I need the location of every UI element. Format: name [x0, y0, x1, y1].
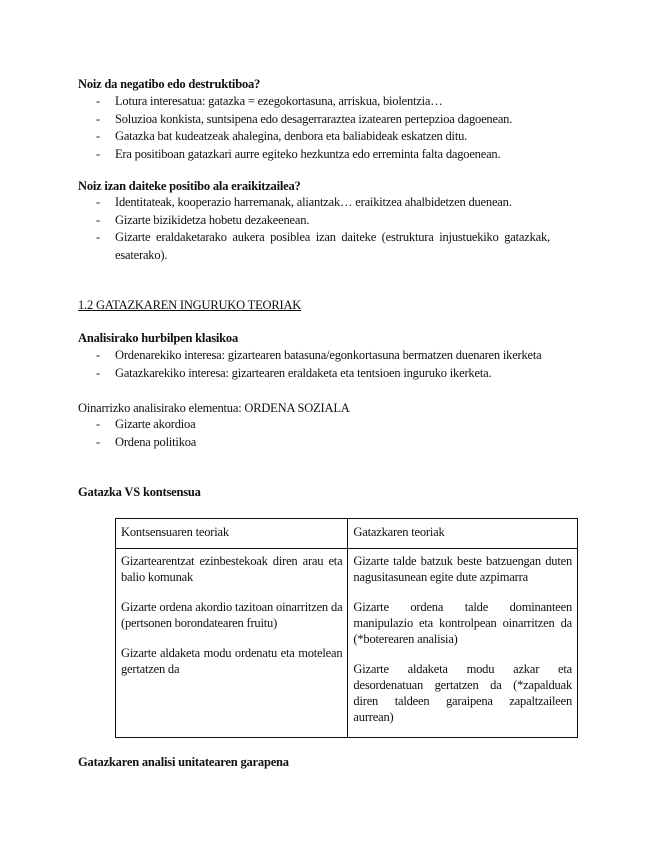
list-basic-element	[0, 416, 655, 451]
comparison-table	[115, 518, 578, 738]
list-classic-approach	[0, 347, 655, 382]
list-item	[0, 416, 655, 434]
list-item-text: Identitateak, kooperazio harremanak, aliantzak… eraikitzea ahalbidetzen duenean.	[115, 195, 512, 209]
list-item-text: Gizarte akordioa	[115, 417, 196, 431]
list-item	[0, 111, 655, 129]
list-item	[0, 93, 655, 111]
table-cell-paragraph: Gizarte talde batzuk beste batzuengan duten nagusitasunean egite dute azpimarra	[353, 554, 572, 584]
list-marker: -	[96, 348, 100, 362]
list-item-text: Gizarte eraldaketarako aukera posiblea izan daiteke (estruktura injustuekiko gatazkak, esaterako).	[115, 230, 550, 262]
heading-versus: Gatazka VS kontsensua	[78, 485, 201, 499]
list-item	[0, 347, 655, 365]
list-marker: -	[96, 230, 100, 245]
heading-positive: Noiz izan daiteke positibo ala eraikitzailea?	[78, 179, 301, 193]
list-marker: -	[96, 365, 100, 380]
list-item	[0, 128, 655, 146]
list-marker: -	[96, 212, 100, 227]
list-item-text: Lotura interesatua: gatazka = ezegokortasuna, arriskua, biolentzia…	[115, 94, 443, 108]
heading-classic-approach: Analisirako hurbilpen klasikoa	[78, 331, 239, 345]
list-marker: -	[96, 129, 100, 144]
table-cell-consensus	[116, 549, 348, 738]
list-item-text: Era positiboan gatazkari aurre egiteko hezkuntza edo erreminta falta dagoenean.	[115, 146, 501, 161]
list-marker: -	[96, 94, 100, 108]
table-cell-conflict	[348, 549, 578, 738]
table-header-conflict: Gatazkaren teoriak	[348, 519, 578, 549]
list-item	[0, 194, 655, 212]
table-row	[116, 549, 578, 738]
section-title: 1.2 GATAZKAREN INGURUKO TEORIAK	[78, 298, 302, 312]
list-marker: -	[96, 146, 100, 161]
heading-development: Gatazkaren analisi unitatearen garapena	[78, 755, 289, 769]
list-negative	[0, 93, 655, 163]
list-item	[0, 146, 655, 164]
list-item-text: Gatazka bat kudeatzeak ahalegina, denbora eta baliabideak eskatzen ditu.	[115, 129, 468, 144]
list-item	[0, 365, 655, 383]
table-header-consensus: Kontsensuaren teoriak	[116, 519, 348, 549]
list-item	[0, 229, 655, 264]
table-cell-paragraph: Gizarte ordena talde dominanteen manipulazio eta kontrolpean oinarritzen da (*boterearen analisia)	[353, 600, 572, 646]
list-marker: -	[96, 434, 100, 449]
table-header-row	[116, 519, 578, 549]
table-cell-paragraph: Gizarte ordena akordio tazitoan oinarritzen da (pertsonen borondatearen fruitu)	[121, 600, 343, 630]
list-marker: -	[96, 417, 100, 431]
basic-element-text: Oinarrizko analisirako elementua: ORDENA SOZIALA	[78, 401, 350, 415]
list-marker: -	[96, 111, 100, 126]
heading-negative: Noiz da negatibo edo destruktiboa?	[78, 77, 261, 91]
list-item-text: Soluzioa konkista, suntsipena edo desagerraraztea izatearen pertepzioa dagoenean.	[115, 111, 513, 126]
list-item-text: Gizarte bizikidetza hobetu dezakeenean.	[115, 212, 310, 227]
table-cell-paragraph: Gizarte aldaketa modu ordenatu eta motelean gertatzen da	[121, 646, 343, 676]
table-cell-paragraph: Gizartearentzat ezinbestekoak diren arau eta balio komunak	[121, 554, 343, 584]
list-item-text: Ordena politikoa	[115, 434, 197, 449]
list-item	[0, 212, 655, 230]
list-item	[0, 434, 655, 452]
table-cell-paragraph: Gizarte aldaketa modu azkar eta desordenatuan gertatzen da (*zapalduak diren taldeen garaipena zapaltzaileen aurrean)	[353, 662, 572, 724]
list-item-text: Gatazkarekiko interesa: gizartearen eraldaketa eta tentsioen inguruko ikerketa.	[115, 365, 492, 380]
list-marker: -	[96, 195, 100, 209]
list-positive	[0, 194, 655, 264]
list-item-text: Ordenarekiko interesa: gizartearen batasuna/egonkortasuna bermatzen duenaren ikerketa	[115, 348, 542, 362]
